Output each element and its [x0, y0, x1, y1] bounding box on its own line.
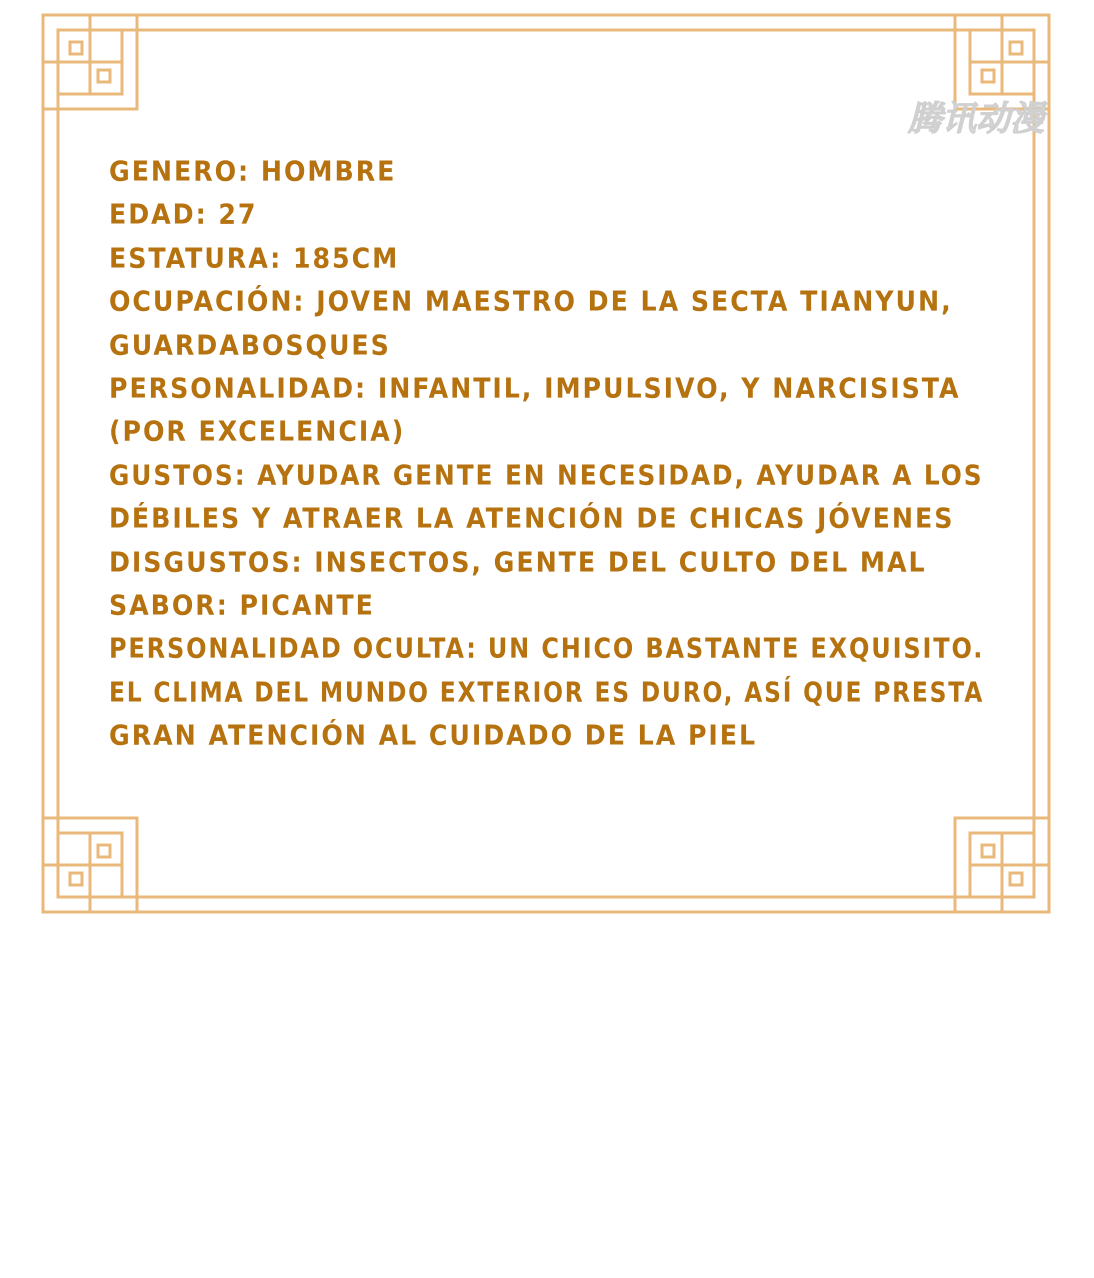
profile-line-likes-cont: DÉBILES Y ATRAER LA ATENCIÓN DE CHICAS JÓVENES	[109, 503, 955, 535]
watermark-text: 腾讯动漫	[908, 99, 1044, 139]
profile-line-hidden-personality-end: GRAN ATENCIÓN AL CUIDADO DE LA PIEL	[109, 720, 758, 752]
profile-line-personality: PERSONALIDAD: INFANTIL, IMPULSIVO, Y NARCISISTA	[109, 373, 961, 405]
profile-line-occupation: OCUPACIÓN: JOVEN MAESTRO DE LA SECTA TIANYUN,	[109, 286, 953, 319]
profile-line-hidden-personality: PERSONALIDAD OCULTA: UN CHICO BASTANTE EXQUISITO.	[109, 633, 985, 666]
profile-line-likes: GUSTOS: AYUDAR GENTE EN NECESIDAD, AYUDAR A LOS	[109, 459, 984, 492]
character-profile	[109, 151, 1009, 758]
profile-line-hidden-personality-cont: EL CLIMA DEL MUNDO EXTERIOR ES DURO, ASÍ QUE PRESTA	[109, 676, 985, 709]
corner-bottom-left	[43, 818, 137, 912]
profile-line-dislikes: DISGUSTOS: INSECTOS, GENTE DEL CULTO DEL MAL	[109, 546, 927, 579]
profile-line-occupation-cont: GUARDABOSQUES	[109, 329, 391, 362]
profile-line-flavor: SABOR: PICANTE	[109, 589, 375, 622]
profile-line-personality-cont: (POR EXCELENCIA)	[109, 416, 406, 449]
corner-bottom-right	[955, 818, 1049, 912]
profile-line-gender: GENERO: HOMBRE	[109, 156, 397, 188]
profile-line-age: EDAD: 27	[109, 199, 258, 232]
profile-line-height: ESTATURA: 185CM	[109, 242, 400, 275]
watermark-logo	[904, 94, 1079, 140]
corner-top-left	[43, 15, 137, 109]
